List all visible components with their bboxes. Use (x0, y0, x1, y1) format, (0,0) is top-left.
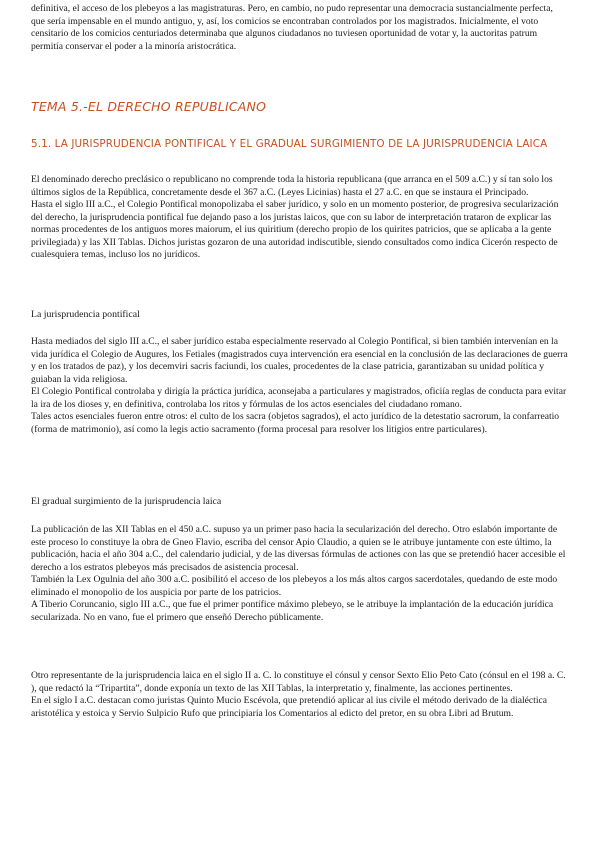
subheading-laica: El gradual surgimiento de la jurisprudencia laica (31, 496, 222, 507)
paragraph: Tales actos esenciales fueron entre otros: el culto de los sacra (objetos sagrados), el acto jurídico de la detestatio sacrorum, la confarreatio (forma de matrimonio), así como la legis actio sacramento (forma procesal para resolver los litigios entre particulares). (31, 411, 560, 435)
paragraph: Hasta el siglo III a.C., el Colegio Pontifical monopolizaba el saber jurídico, y solo en un momento posterior, de progresiva secularización del derecho, la jurisprudencia pontifical fue dejando paso a los juristas laicos, que con su labor de interpretación trataron de explicar las normas procedentes de los antiguos mores maiorum, el ius quiritium (derecho propio de los quirites patricios, que se aplicaba a la gente privilegiada) y las XII Tablas. Dichos juristas gozaron de una autoridad indiscutible, siendo consultados como indica Cicerón respecto de cualesquiera temas, incluso los no jurídicos. (31, 199, 559, 260)
paragraph: La publicación de las XII Tablas en el 450 a.C. supuso ya un primer paso hacia la secularización del derecho. Otro eslabón importante de este proceso lo constituye la obra de Gneo Flavio, escriba del censor Apio Claudio, a quien se le atribuye juntamente con este último, la publicación, hacia el año 304 a.C., del calendario judicial, y de las diversas fórmulas de actiones con las que se pretendió hacer accesible el derecho a los estratos plebeyos más precisados de asistencia procesal. (31, 524, 566, 573)
intro-paragraph: definitiva, el acceso de los plebeyos a las magistraturas. Pero, en cambio, no pudo representar una democracia sustancialmente perfecta, que sería impensable en el mundo antiguo, y, así, los comicios se encontraban controlados por los magistrados. Inicialmente, el voto censitario de los comicios centuriados determinaba que algunos ciudadanos no tuviesen oportunidad de votar y, la auctoritas patrum permitía conservar el poder a la minoría aristocrática. (31, 3, 553, 52)
tema-heading: TEMA 5.-EL DERECHO REPUBLICANO (31, 99, 267, 114)
paragraph: A Tiberio Coruncanio, siglo III a.C., que fue el primer pontífice máximo plebeyo, se le atribuye la implantación de la educación jurídica secularizada. No en vano, fue el primero que enseñó Derecho públicamente. (31, 599, 554, 623)
section-3-body (31, 524, 569, 624)
section-1-body (31, 174, 569, 262)
paragraph: También la Lex Ogulnia del año 300 a.C. posibilitó el acceso de los plebeyos a los más altos cargos sacerdotales, quedando de este modo eliminado el monopolio de los auspicia por parte de los patricios. (31, 574, 558, 598)
paragraph: Hasta mediados del siglo III a.C., el saber jurídico estaba especialmente reservado al Colegio Pontifical, si bien también intervenían en la vida jurídica el Colegio de Augures, los Fetiales (magistrados cuya intervención era esencial en la conclusión de las declaraciones de guerra y en los tratados de paz), y los decemviri sacris faciundi, los cuales, procedentes de la clase patricia, garantizaban su unidad política y guiaban la vida religiosa. (31, 336, 568, 385)
section-2-body (31, 336, 569, 436)
subheading-pontifical: La jurisprudencia pontifical (31, 309, 140, 320)
section-heading: 5.1. LA JURISPRUDENCIA PONTIFICAL Y EL GRADUAL SURGIMIENTO DE LA JURISPRUDENCIA LAICA (31, 138, 548, 150)
section-3-body-continued (31, 670, 569, 720)
paragraph: El Colegio Pontifical controlaba y dirigía la práctica jurídica, aconsejaba a particulares y magistrados, oficiía reglas de conducta para evitar la ira de los dioses y, en definitiva, controlaba los ritos y fórmulas de los actos esenciales del ciudadano romano. (31, 386, 567, 410)
paragraph: En el siglo I a.C. destacan como juristas Quinto Mucio Escévola, que pretendió aplicar al ius civile el método derivado de la dialéctica aristotélica y estoica y Servio Sulpicio Rufo que principiaría los Comentarios al edicto del pretor, en su obra Libri ad Brutum. (31, 695, 548, 719)
paragraph: Otro representante de la jurisprudencia laica en el siglo II a. C. lo constituye el cónsul y censor Sexto Elio Peto Cato (cónsul en el 198 a. C. ), que redactó la “Tripartita”, donde exponía un texto de las XII Tablas, la interpretatio y, finalmente, las acciones pertinentes. (31, 670, 566, 694)
paragraph: El denominado derecho preclásico o republicano no comprende toda la historia republicana (que arranca en el 509 a.C.) y sí tan solo los últimos siglos de la República, concretamente desde el 367 a.C. (Leyes Licinias) hasta el 27 a.C. en que se instaura el Principado. (31, 174, 553, 198)
